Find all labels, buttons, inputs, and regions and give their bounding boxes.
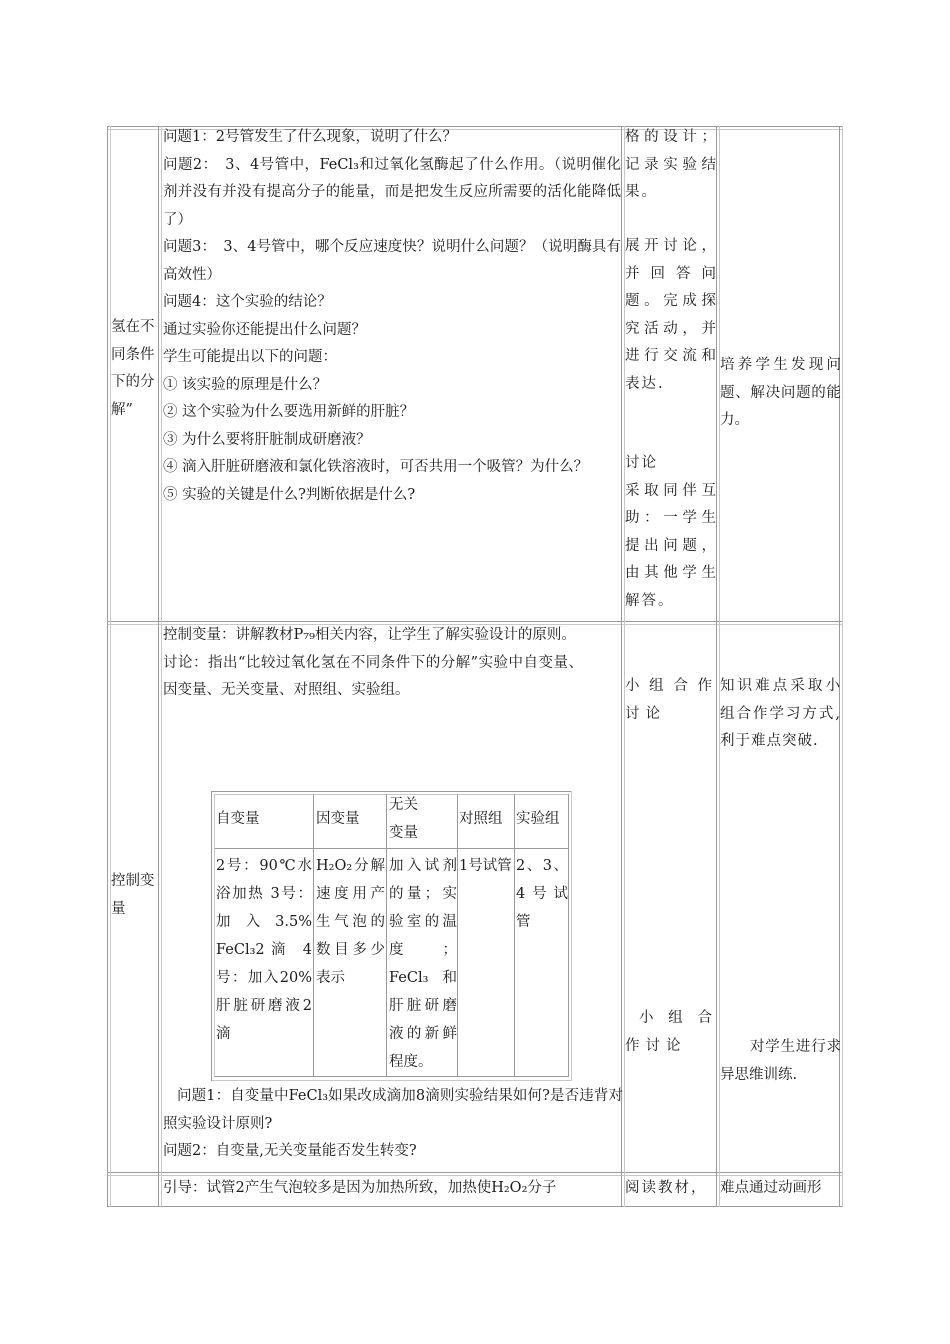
inner-c1 [313,794,314,1077]
inner-r2 [571,791,572,1081]
row1-intent [720,352,841,435]
row2-student-a-text: 小组合作讨论 [625,678,718,722]
row-divider-2 [107,1172,843,1173]
col-line-4-inner [842,126,843,1207]
row2-intro [163,622,621,705]
inner-bottom [214,1076,569,1077]
row2-intent-a [720,673,841,756]
inner-mid [214,848,569,849]
row3-student-text: 阅读教材， [625,1180,708,1196]
row1-item-3: ③ 为什么要将肝脏制成研磨液？ [163,431,371,448]
row1-q2: 问题2： 3、4号管中，FeCl₃和过氧化氢酶起了什么作用。（说明催化剂并没有并没有提高分子的能量，而是把发生反应所需要的活化能降低了） [163,156,621,228]
row3-student [625,1175,718,1203]
col-line-2 [621,126,622,1207]
col-line-1 [158,126,159,1207]
inner-c3 [457,794,458,1077]
row2-intent-b [720,1034,841,1089]
row3-content-text: 引导：试管2产生气泡较多是因为加热所致，加热使H₂O₂分子 [163,1180,557,1196]
row1-q1: 问题1：2号管发生了什么现象，说明了什么？ [163,129,457,145]
row2-intro2: 讨论：指出“比较过氧化氢在不同条件下的分解”实验中自变量、因变量、无关变量、对照组、实验组。 [163,654,583,698]
row1-prompt: 通过实验你还能提出什么问题？ [163,321,366,338]
row1-student-b [625,233,718,398]
td-independent: 2号：90℃水浴加热 3号：加入3.5% FeCl₃2滴 4号：加入20%肝脏研磨液2滴 [216,858,312,1042]
inner-bottom-2 [211,1080,572,1081]
row1-item-1: ① 该实验的原理是什么？ [163,376,328,393]
row2-q1: 问题1：自变量中FeCl₃如果改成滴加8滴则实验结果如何?是否违背对照实验设计原则? [163,1088,623,1132]
col-line-0-inner [110,126,111,1207]
row1-topic-text: 氢在不同条件下的分解” [111,319,155,418]
row2-student-b-text: 小组合作讨论 [625,1010,718,1054]
row1-student-a [625,124,718,207]
th-experimental: 实验组 [516,811,560,827]
table-border-bottom [107,1206,843,1207]
row2-intent-a-text: 知识难点采取小组合作学习方式,利于难点突破. [720,678,841,749]
row2-intro1: 控制变量：讲解教材P₇₉相关内容，让学生了解实验设计的原则。 [163,627,576,643]
inner-l [211,791,212,1081]
col-line-0 [107,126,108,1207]
td-dependent: H₂O₂分解速度用产生气泡的数目多少表示 [316,858,385,986]
row2-intent-b-text: 对学生进行求异思维训练. [720,1039,841,1083]
row2-questions [163,1083,623,1166]
row1-prompt2: 学生可能提出以下的问题： [163,349,337,365]
row2-topic-text: 控制变量 [111,873,155,917]
td-irrelevant: 加入试剂的量；实验室的温度；FeCl₃和肝脏研磨液的新鲜程度。 [389,858,457,1070]
row2-student-a [625,673,718,728]
row1-student-c [625,450,718,615]
inner-c4 [514,794,515,1077]
row1-item-5: ⑤ 实验的关键是什么?判断依据是什么? [163,486,416,503]
th-irrelevant: 无关变量 [389,797,418,841]
inner-l2 [214,794,215,1077]
row1-student-c-title: 讨论 [625,455,658,471]
row1-q3: 问题3： 3、4号管中，哪个反应速度快？说明什么问题？（说明酶具有高效性） [163,239,621,283]
th-independent: 自变量 [216,811,260,827]
row1-q4: 问题4：这个实验的结论？ [163,294,332,310]
row1-student-c-text: 采取同伴互助：一学生提出问题，由其他学生解答。 [625,482,718,609]
row1-student-a-text: 格的设计；记录实验结果。 [625,129,718,200]
row1-content [163,124,621,509]
row3-intent-text: 难点通过动画形 [720,1180,822,1196]
inner-r [568,794,569,1077]
row2-student-b [625,1005,718,1060]
row1-student-b-text: 展开讨论，并回答问题。完成探究活动，并进行交流和表达. [625,238,718,392]
row3-content [163,1175,623,1203]
row1-intent-text: 培养学生发现问题、解决问题的能力。 [720,357,841,428]
td-experimental: 2、3、4号试管 [516,858,568,930]
td-control: 1号试管 [459,858,512,874]
col-line-1-inner [161,126,162,1207]
row2-q2: 问题2：自变量,无关变量能否发生转变? [163,1143,417,1159]
inner-c2 [386,794,387,1077]
row2-topic [111,868,157,923]
th-control: 对照组 [459,811,503,827]
row1-item-2: ② 这个实验为什么要选用新鲜的肝脏？ [163,404,415,420]
row1-item-4: ④ 滴入肝脏研磨液和氯化铁溶液时，可否共用一个吸管？为什么？ [163,459,589,475]
row1-topic [111,314,157,424]
row3-intent [720,1175,841,1203]
th-dependent: 因变量 [316,811,360,827]
